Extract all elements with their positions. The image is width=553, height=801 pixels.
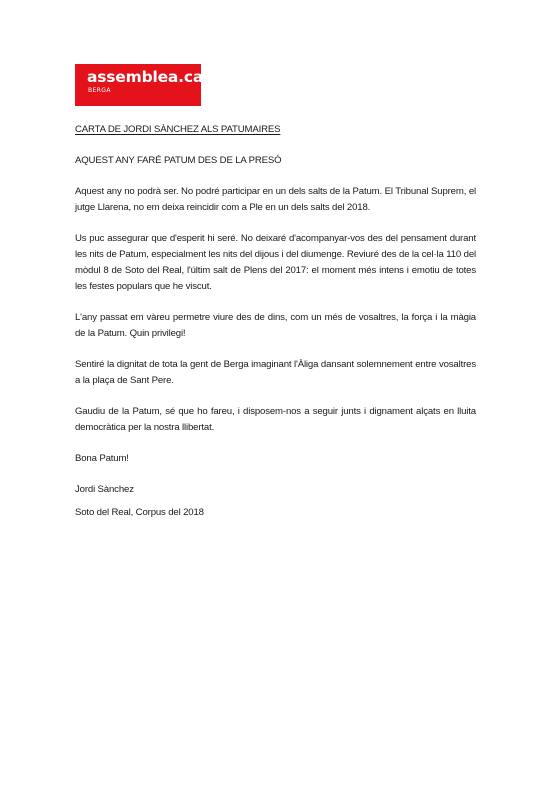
logo-subtitle: BERGA: [88, 87, 111, 94]
logo-name: assemblea.cat: [87, 68, 211, 86]
signature-place-date: Soto del Real, Corpus del 2018: [75, 507, 204, 518]
assemblea-logo: [75, 64, 211, 106]
paragraph-3: L'any passat em vàreu permetre viure des de dins, com un més de vosaltres, la força i la màgia de la Patum. Quin privilegi!: [75, 312, 476, 339]
paragraph-1: Aquest any no podrà ser. No podré participar en un dels salts de la Patum. El Tribunal Suprem, el jutge Llarena, no em deixa reincidir com a Ple en un dels salts del 2018.: [75, 186, 476, 213]
paragraph-5: Gaudiu de la Patum, sé que ho fareu, i disposem-nos a seguir junts i dignament alçats en lluita democràtica per la nostra llibertat.: [75, 406, 476, 433]
paragraph-2: Us puc assegurar que d'esperit hi seré. No deixaré d'acompanyar-vos des del pensament durant les nits de Patum, especialment les nits del dijous i del diumenge. Reviuré des de la cel·la 110 del mòdul 8 de Soto del Real, l'últim salt de Plens del 2017: el moment més intens i emotiu de totes les festes populars que he viscut.: [75, 233, 476, 292]
paragraph-4: Sentiré la dignitat de tota la gent de Berga imaginant l'Àliga dansant solemnement entre vosaltres a la plaça de Sant Pere.: [75, 359, 476, 386]
letter-subtitle: AQUEST ANY FARÉ PATUM DES DE LA PRESÓ: [75, 155, 282, 166]
signature-name: Jordi Sànchez: [75, 484, 134, 495]
letter-title: CARTA DE JORDI SÀNCHEZ ALS PATUMAIRES: [75, 124, 281, 135]
closing-greeting: Bona Patum!: [75, 453, 129, 464]
letter-body: [75, 122, 476, 521]
